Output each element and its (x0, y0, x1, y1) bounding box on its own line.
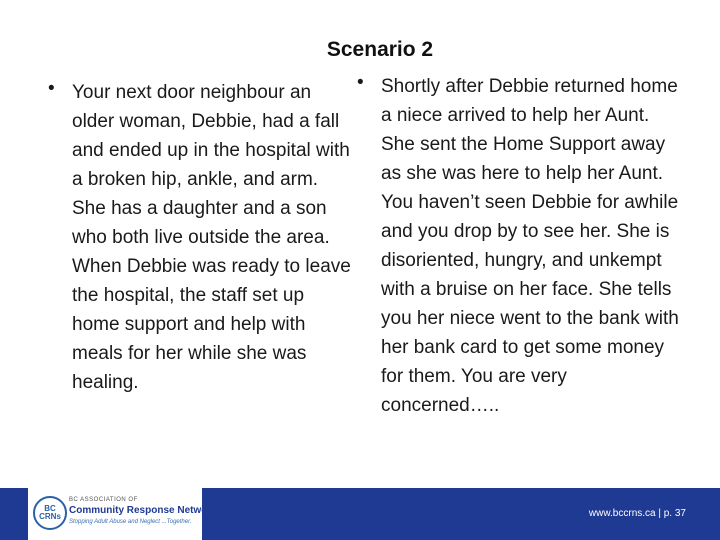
left-bullet-text: Your next door neighbour an older woman, Debbie, had a fall and ended up in the hospital with a broken hip, ankle, and arm. She has a daughter and a son who both live outside the area. When Debbie was ready to leave the hospital, the staff set up home support and help with meals for her while she was healing. (72, 82, 351, 393)
right-bullet-paragraph-1: Shortly after Debbie returned home a niece arrived to help her Aunt. She sent the Home Support away as she was here to help her Aunt. (381, 76, 678, 184)
right-bullet-text (381, 72, 681, 420)
logo-association-text: BC ASSOCIATION OF (69, 497, 138, 503)
right-bullet-paragraph-2: You haven’t seen Debbie for awhile and you drop by to see her. She is disoriented, hungry, and unkempt with a bruise on her face. She tells you her niece went to the bank with her bank card to get some money for them. You are very concerned….. (381, 192, 679, 416)
footer-page-ref: www.bccrns.ca | p. 37 (588, 508, 686, 519)
slide-title: Scenario 2 (326, 38, 434, 61)
logo-tagline-text: Stopping Adult Abuse and Neglect ...Together. (69, 519, 192, 525)
crn-logo-mark-icon: BC CRNs (33, 496, 67, 530)
crn-logo (28, 488, 223, 540)
bullet-icon: • (357, 72, 364, 93)
footer-bar (0, 488, 720, 540)
logo-name-text: Community Response Networks (69, 505, 223, 516)
bullet-icon: • (48, 78, 55, 99)
